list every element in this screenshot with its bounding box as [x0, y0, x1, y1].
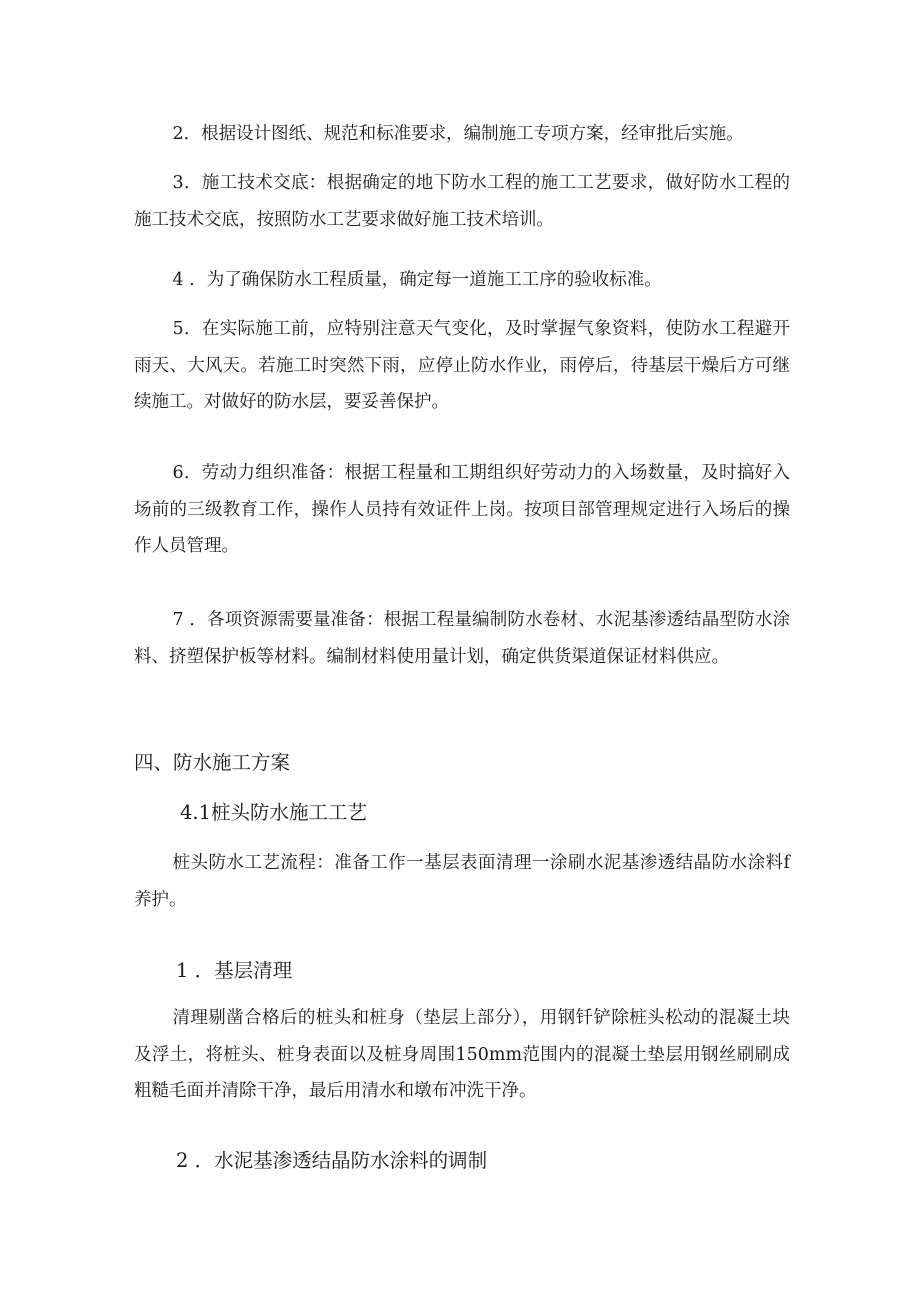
paragraph-item-5: 5．在实际施工前，应特别注意天气变化，及时掌握气象资料，使防水工程避开雨天、大风天。若施工时突然下雨，应停止防水作业，雨停后，待基层干燥后方可继续施工。对做好的防水层，要妥善保护。 [134, 319, 790, 412]
step-2-heading: 2 ．水泥基渗透结晶防水涂料的调制 [176, 1149, 488, 1172]
subsection-heading: 4.1桩头防水施工工艺 [180, 801, 368, 824]
step-1-heading: 1 ．基层清理 [176, 959, 293, 982]
paragraph-item-6: 6．劳动力组织准备：根据工程量和工期组织好劳动力的入场数量，及时搞好入场前的三级教育工作，操作人员持有效证件上岗。按项目部管理规定进行入场后的操作人员管理。 [134, 463, 790, 556]
paragraph-item-4: 4 ．为了确保防水工程质量，确定每一道施工工序的验收标准。 [172, 270, 662, 290]
process-flow-text: 桩头防水工艺流程：准备工作一基层表面清理一涂刷水泥基渗透结晶防水涂料f养护。 [134, 853, 790, 910]
step-1-text: 清理剔凿合格后的桩头和桩身（垫层上部分），用钢钎铲除桩头松动的混凝土块及浮土，将桩头、桩身表面以及桩身周围150mm范围内的混凝土垫层用钢丝刷刷成粗糙毛面并清除干净，最后用清水和墩布冲洗干净。 [134, 1008, 790, 1101]
paragraph-item-7: 7 ．各项资源需要量准备：根据工程量编制防水卷材、水泥基渗透结晶型防水涂料、挤塑保护板等材料。编制材料使用量计划，确定供货渠道保证材料供应。 [134, 610, 790, 667]
paragraph-item-3: 3．施工技术交底：根据确定的地下防水工程的施工工艺要求，做好防水工程的施工技术交底，按照防水工艺要求做好施工技术培训。 [134, 173, 790, 230]
paragraph-item-2: 2．根据设计图纸、规范和标准要求，编制施工专项方案，经审批后实施。 [172, 124, 744, 144]
section-heading: 四、防水施工方案 [134, 751, 291, 774]
